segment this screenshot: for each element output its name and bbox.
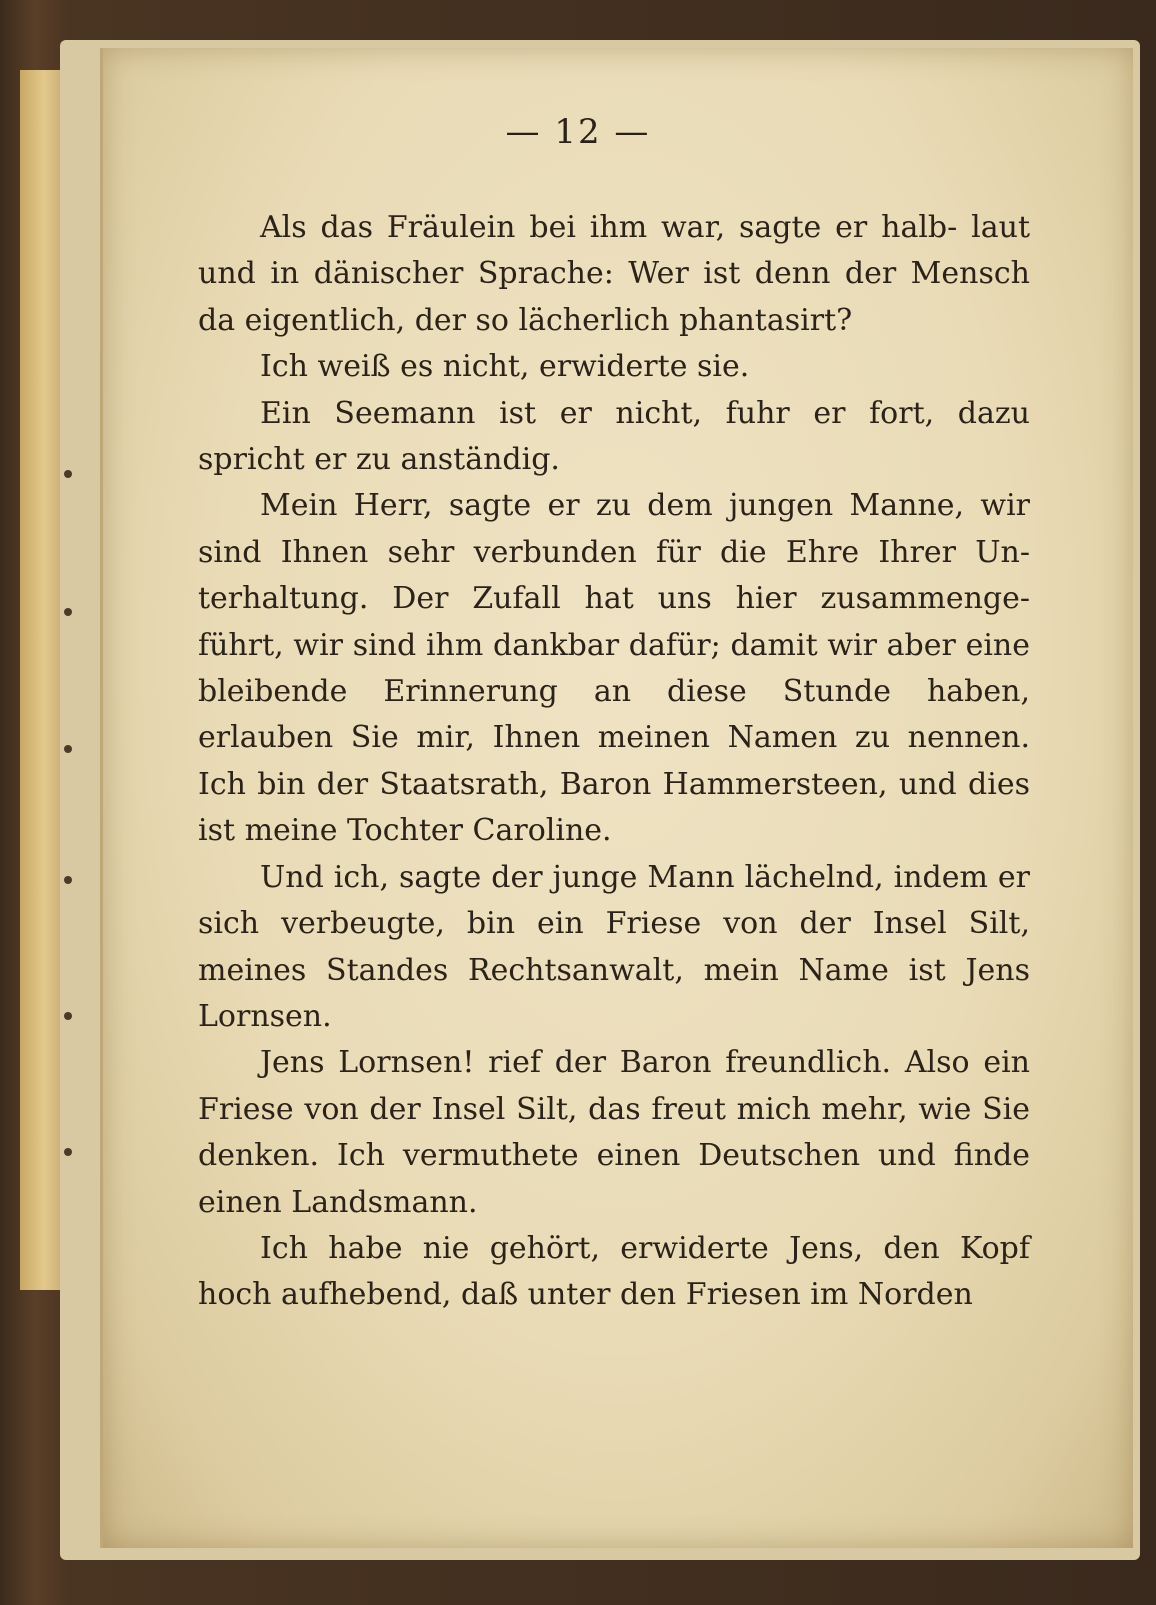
paragraph: Jens Lornsen! rief der Baron freundlich. Also ein Friese von der Insel Silt, das freut mich mehr, wie Sie denken. Ich vermuthete einen Deutschen und finde einen Landsmann. [198,1045,1030,1220]
stitch-mark [64,876,72,884]
stitch-mark [64,608,72,616]
paragraph: Ein Seemann ist er nicht, fuhr er fort, dazu spricht er zu anständig. [198,395,1030,478]
body-text [198,205,1030,1319]
paragraph: Ich habe nie gehört, erwiderte Jens, den Kopf hoch aufhebend, daß unter den Friesen im Norden [198,1230,1030,1313]
paragraph: Mein Herr, sagte er zu dem jungen Manne, wir sind Ihnen sehr verbunden für die Ehre Ihrer Un- terhaltung. Der Zufall hat uns hier zusammenge- führt, wir sind ihm dankbar dafür; damit wir aber eine bleibende Erinnerung an diese Stunde haben, erlauben Sie mir, Ihnen meinen Namen zu nennen. Ich bin der Staatsrath, Baron Hammersteen, und dies ist meine Tochter Caroline. [198,488,1030,849]
stitch-mark [64,1148,72,1156]
stitch-mark [64,470,72,478]
book-fore-edge [20,70,62,1290]
paragraph: Ich weiß es nicht, erwiderte sie. [260,349,750,385]
paragraph: Als das Fräulein bei ihm war, sagte er halb- laut und in dänischer Sprache: Wer ist denn der Mensch da eigentlich, der so lächerlich phantasirt? [198,210,1030,338]
stitch-mark [64,745,72,753]
page-number: — 12 — [505,112,651,152]
paragraph: Und ich, sagte der junge Mann lächelnd, indem er sich verbeugte, bin ein Friese von der Insel Silt, meines Standes Rechtsanwalt, mein Name ist Jens Lornsen. [198,859,1030,1034]
stitch-mark [64,1012,72,1020]
